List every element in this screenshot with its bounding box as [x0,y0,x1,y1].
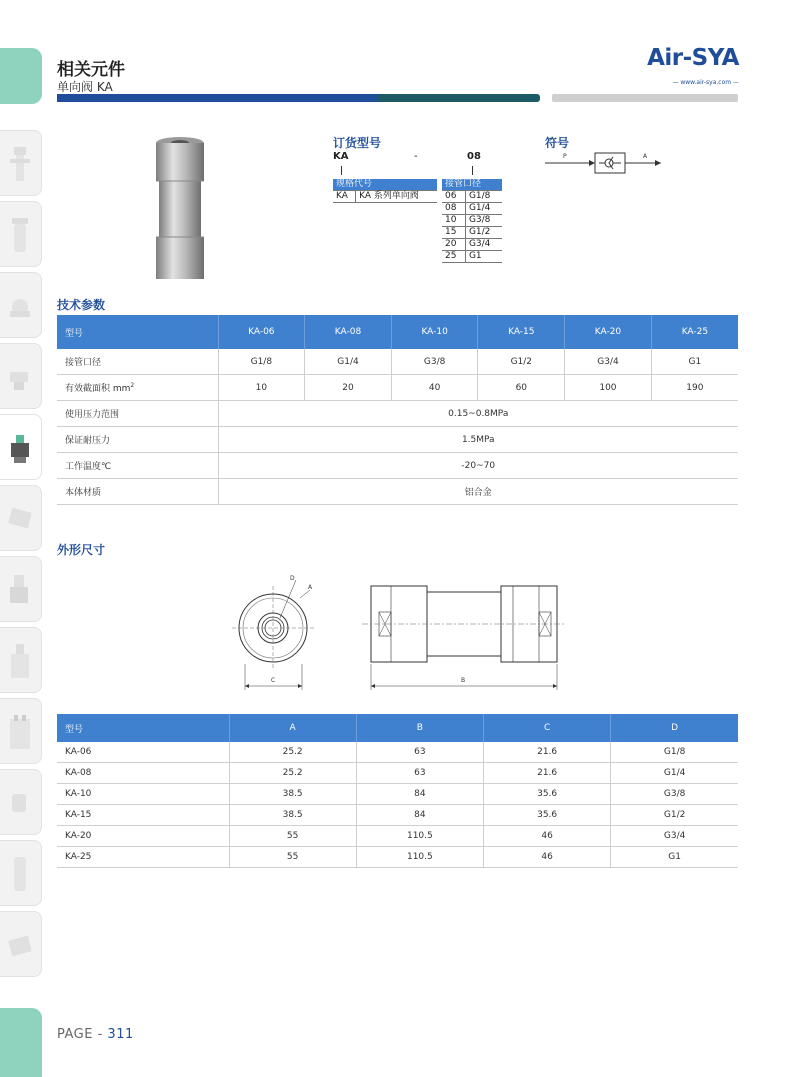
regulator-icon [8,287,32,327]
tab-silencer[interactable] [0,840,42,906]
tab-filter[interactable] [0,201,42,267]
tab-filter-regulator[interactable] [0,130,42,196]
table-row: 25 G1 [442,251,502,263]
specs-header-row: 型号 KA-06 KA-08 KA-10 KA-15 KA-20 KA-25 [57,315,738,349]
tab-regulator[interactable] [0,272,42,338]
symbol-label-a: A [643,153,648,160]
valve-icon [8,358,32,398]
page-subtitle: 单向阀 KA [57,80,113,94]
table-row: 有效截面积 $mm^2$ 10 20 40 60 100 190 [57,375,738,401]
order-code-dash: - [414,151,418,162]
table-row: KA-08 25.2 63 21.6 G1/4 [57,763,738,784]
tab-related-components[interactable] [0,414,42,480]
tab-actuator[interactable] [0,556,42,622]
specs-table [57,315,738,505]
table-row: 使用压力范围 0.15~0.8MPa [57,401,738,427]
tab-manifold[interactable] [0,698,42,764]
tab-solenoid[interactable] [0,627,42,693]
accessory-icon [8,926,32,966]
page-number: PAGE - 311 [57,1027,134,1042]
table-row: KA-20 55 110.5 46 G3/4 [57,826,738,847]
table-row: 06 G1/8 [442,191,502,203]
header-bar-grey [552,94,738,102]
table-row: KA-25 55 110.5 46 G1 [57,847,738,868]
order-code-tick [341,166,342,175]
rail-top-accent [0,48,42,104]
manifold-icon [8,713,32,753]
label-d: D [290,575,295,582]
label-b: B [461,677,466,684]
silencer-icon [8,855,32,895]
brand-url: — www.air-sya.com — [672,79,739,86]
tab-fitting[interactable] [0,769,42,835]
symbol-label-p: P [563,153,567,160]
order-code-prefix: KA [333,151,349,162]
specs-section-title: 技术参数 [57,298,106,312]
fitting-icon [8,784,32,824]
cylinder-icon [8,500,32,540]
tab-valve[interactable] [0,343,42,409]
dimensions-section-title: 外形尺寸 [57,543,106,557]
table-row: 10 G3/8 [442,215,502,227]
series-code-header: 规格代号 [333,179,437,191]
tab-cylinder[interactable] [0,485,42,551]
table-row: KA-06 25.2 63 21.6 G1/8 [57,742,738,763]
table-row: KA-15 38.5 84 35.6 G1/2 [57,805,738,826]
order-code-title: 订货型号 [333,136,382,150]
table-row: 本体材质 铝合金 [57,479,738,505]
port-code-table [442,179,502,263]
dimensions-header-row: 型号 A B C D [57,714,738,742]
table-row: KA KA 系列单向阀 [333,191,437,203]
label-c: C [271,677,276,684]
table-row: 20 G3/4 [442,239,502,251]
header-bar-blue [57,94,377,102]
series-code-table [333,179,437,203]
dimensions-table [57,714,738,868]
header-bar-teal [377,94,540,102]
tab-accessory[interactable] [0,911,42,977]
table-row: KA-10 38.5 84 35.6 G3/8 [57,784,738,805]
port-code-header: 接管口径 [442,179,502,191]
table-row: 接管口径 G1/8 G1/4 G3/8 G1/2 G3/4 G1 [57,349,738,375]
order-code-tick [472,166,473,175]
dimension-drawing [230,568,570,696]
table-row: 15 G1/2 [442,227,502,239]
page-title: 相关元件 [57,60,125,80]
rail-bottom-accent [0,1008,42,1077]
product-photo [150,135,210,283]
actuator-icon [8,571,32,611]
label-a: A [308,584,313,591]
symbol-title: 符号 [545,136,570,150]
brand-logo: Air-SYA [647,45,739,71]
table-row: 工作温度℃ -20~70 [57,453,738,479]
solenoid-icon [8,642,32,682]
filter-icon [8,216,32,256]
filter-regulator-icon [8,145,32,185]
table-row: 保证耐压力 1.5MPa [57,427,738,453]
order-code-port: 08 [467,151,481,162]
check-valve-symbol [543,150,667,176]
related-components-icon [8,429,32,469]
table-row: 08 G1/4 [442,203,502,215]
